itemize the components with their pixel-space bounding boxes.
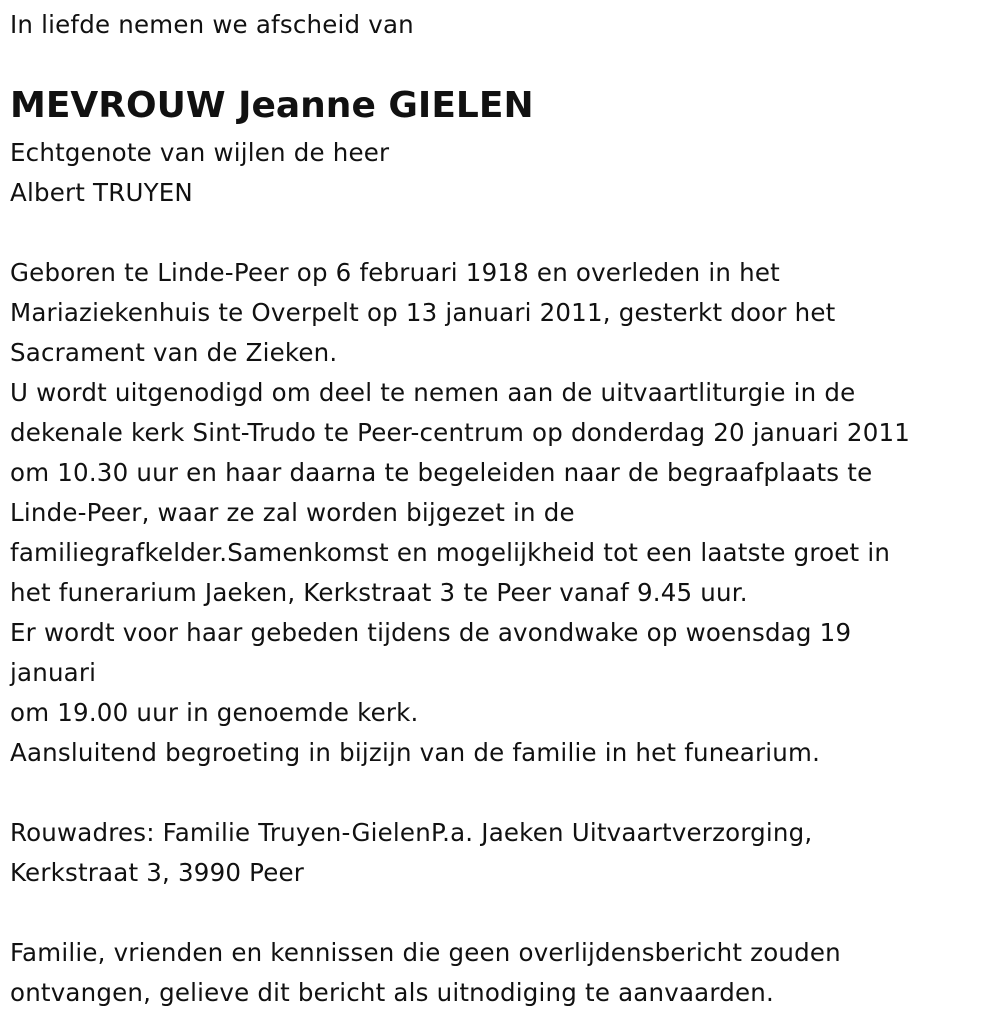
body-line: dekenale kerk Sint-Trudo te Peer-centrum op donderdag 20 januari 2011 (10, 418, 911, 447)
mourning-address-block (10, 813, 812, 893)
spouse-line: Echtgenote van wijlen de heer (10, 138, 390, 167)
closing-line: Familie, vrienden en kennissen die geen overlijdensbericht zouden (10, 938, 841, 967)
deceased-name: MEVROUW Jeanne GIELEN (10, 85, 534, 126)
body-line: om 19.00 uur in genoemde kerk. (10, 698, 419, 727)
body-line: Mariaziekenhuis te Overpelt op 13 januari 2011, gesterkt door het (10, 298, 836, 327)
body-line: januari (10, 658, 97, 687)
body-line: Aansluitend begroeting in bijzijn van de familie in het funearium. (10, 738, 821, 767)
body-line: U wordt uitgenodigd om deel te nemen aan de uitvaartliturgie in de (10, 378, 856, 407)
body-line: Geboren te Linde-Peer op 6 februari 1918 en overleden in het (10, 258, 780, 287)
closing-line: ontvangen, gelieve dit bericht als uitnodiging te aanvaarden. (10, 978, 774, 1007)
closing-note-block (10, 933, 841, 1013)
address-line: Rouwadres: Familie Truyen-GielenP.a. Jaeken Uitvaartverzorging, (10, 818, 813, 847)
address-line: Kerkstraat 3, 3990 Peer (10, 858, 305, 887)
body-line: het funerarium Jaeken, Kerkstraat 3 te Peer vanaf 9.45 uur. (10, 578, 748, 607)
body-line: Sacrament van de Zieken. (10, 338, 338, 367)
body-line: familiegrafkelder.Samenkomst en mogelijkheid tot een laatste groet in (10, 538, 891, 567)
body-line: om 10.30 uur en haar daarna te begeleiden naar de begraafplaats te (10, 458, 873, 487)
spouse-line: Albert TRUYEN (10, 178, 193, 207)
body-line: Er wordt voor haar gebeden tijdens de avondwake op woensdag 19 (10, 618, 852, 647)
body-text-block (10, 253, 910, 773)
spouse-block (10, 133, 389, 213)
body-line: Linde-Peer, waar ze zal worden bijgezet in de (10, 498, 575, 527)
intro-text: In liefde nemen we afscheid van (10, 10, 414, 39)
